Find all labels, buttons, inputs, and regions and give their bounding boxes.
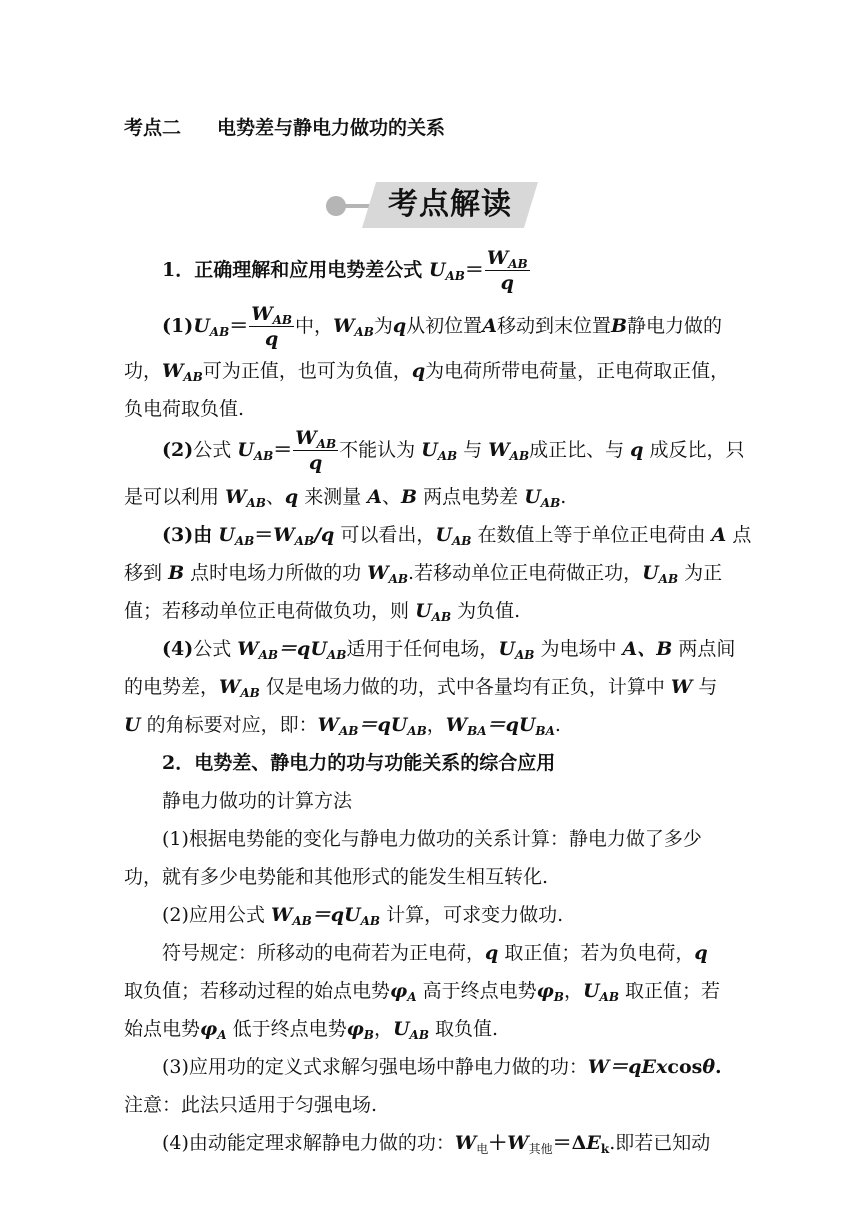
method-1-line-2: 功，就有多少电势能和其他形式的能发生相互转化.	[124, 866, 549, 888]
section-heading: 电势差与静电力做功的关系	[217, 117, 446, 139]
section-title	[124, 110, 445, 146]
para-4-line-3: U 的角标要对应，即：$W_{AB}=qU_{AB}$，$W_{BA}=qU_{BA}$.	[124, 714, 561, 738]
para-4-line-2: 的电势差，$W_{AB}$ 仅是电场力做的功，式中各量均有正负，计算中 W 与	[124, 676, 718, 700]
para-1-line-1: $(1)U_{AB}=$ $\frac{W_{AB}}{q}$ 中，$W_{AB}$为q从初位置A移动到末位置B静电力做的	[162, 303, 723, 350]
subheading-method: 静电力做功的计算方法	[162, 790, 353, 812]
method-3-line-1: (3)应用功的定义式求解匀强电场中静电力做的功：W＝qExcosθ.	[162, 1056, 722, 1078]
heading-1: 1．正确理解和应用电势差公式 $U_{AB}=$ $\frac{W_{AB}}{q}$	[162, 247, 528, 294]
para-1-line-3: 负电荷取负值.	[124, 398, 245, 420]
method-4-line-1: (4)由动能定理求解静电力做的功：$W_电+W_{其他}=\Delta E_k$.即若已知动	[162, 1132, 711, 1156]
para-1-line-2: 功，$W_{AB}$可为正值，也可为负值，q为电荷所带电荷量，正电荷取正值，	[124, 360, 730, 384]
method-2-line-1: (2)应用公式 $W_{AB}=qU_{AB}$ 计算，可求变力做功.	[162, 904, 564, 928]
para-3-line-3: 值；若移动单位正电荷做负功，则 $U_{AB}$ 为负值.	[124, 600, 521, 624]
section-number: 考点二	[124, 117, 182, 139]
para-2-line-1: (2)公式 $U_{AB}=$ $\frac{W_{AB}}{q}$ 不能认为 $U_{AB}$ 与 $W_{AB}$成正比、与 q 成反比，只	[162, 427, 745, 474]
banner-kaodian-jiedu	[324, 182, 538, 230]
banner-label: 考点解读	[388, 187, 512, 222]
method-3-line-2: 注意：此法只适用于匀强电场.	[124, 1094, 378, 1116]
method-1-line-1: (1)根据电势能的变化与静电力做功的关系计算：静电力做了多少	[162, 828, 702, 850]
para-4-line-1: (4)公式 $W_{AB}=qU_{AB}$适用于任何电场，$U_{AB}$ 为电场中 A、B 两点间	[162, 638, 736, 662]
heading-2: 2．电势差、静电力的功与功能关系的综合应用	[162, 752, 556, 774]
para-3-line-1: (3)由 $U_{AB}=W_{AB}/q$ 可以看出，$U_{AB}$ 在数值上等于单位正电荷由 A 点	[162, 524, 752, 548]
fraction-w-over-q: $\frac{W_{AB}}{q}$	[486, 247, 528, 294]
para-2-line-2: 是可以利用 $W_{AB}$、q 来测量 A、B 两点电势差 $U_{AB}$.	[124, 486, 567, 510]
para-3-line-2: 移到 B 点时电场力所做的功 $W_{AB}$.若移动单位正电荷做正功，$U_{AB}$ 为正	[124, 562, 723, 586]
sign-rule-line-3: 始点电势$\varphi_A$ 低于终点电势$\varphi_B$，$U_{AB}$ 取负值.	[124, 1018, 499, 1042]
sign-rule-line-1: 符号规定：所移动的电荷若为正电荷，q 取正值；若为负电荷，q	[162, 942, 708, 964]
sign-rule-line-2: 取负值；若移动过程的始点电势$\varphi_A$ 高于终点电势$\varphi_B$，$U_{AB}$ 取正值；若	[124, 980, 721, 1004]
